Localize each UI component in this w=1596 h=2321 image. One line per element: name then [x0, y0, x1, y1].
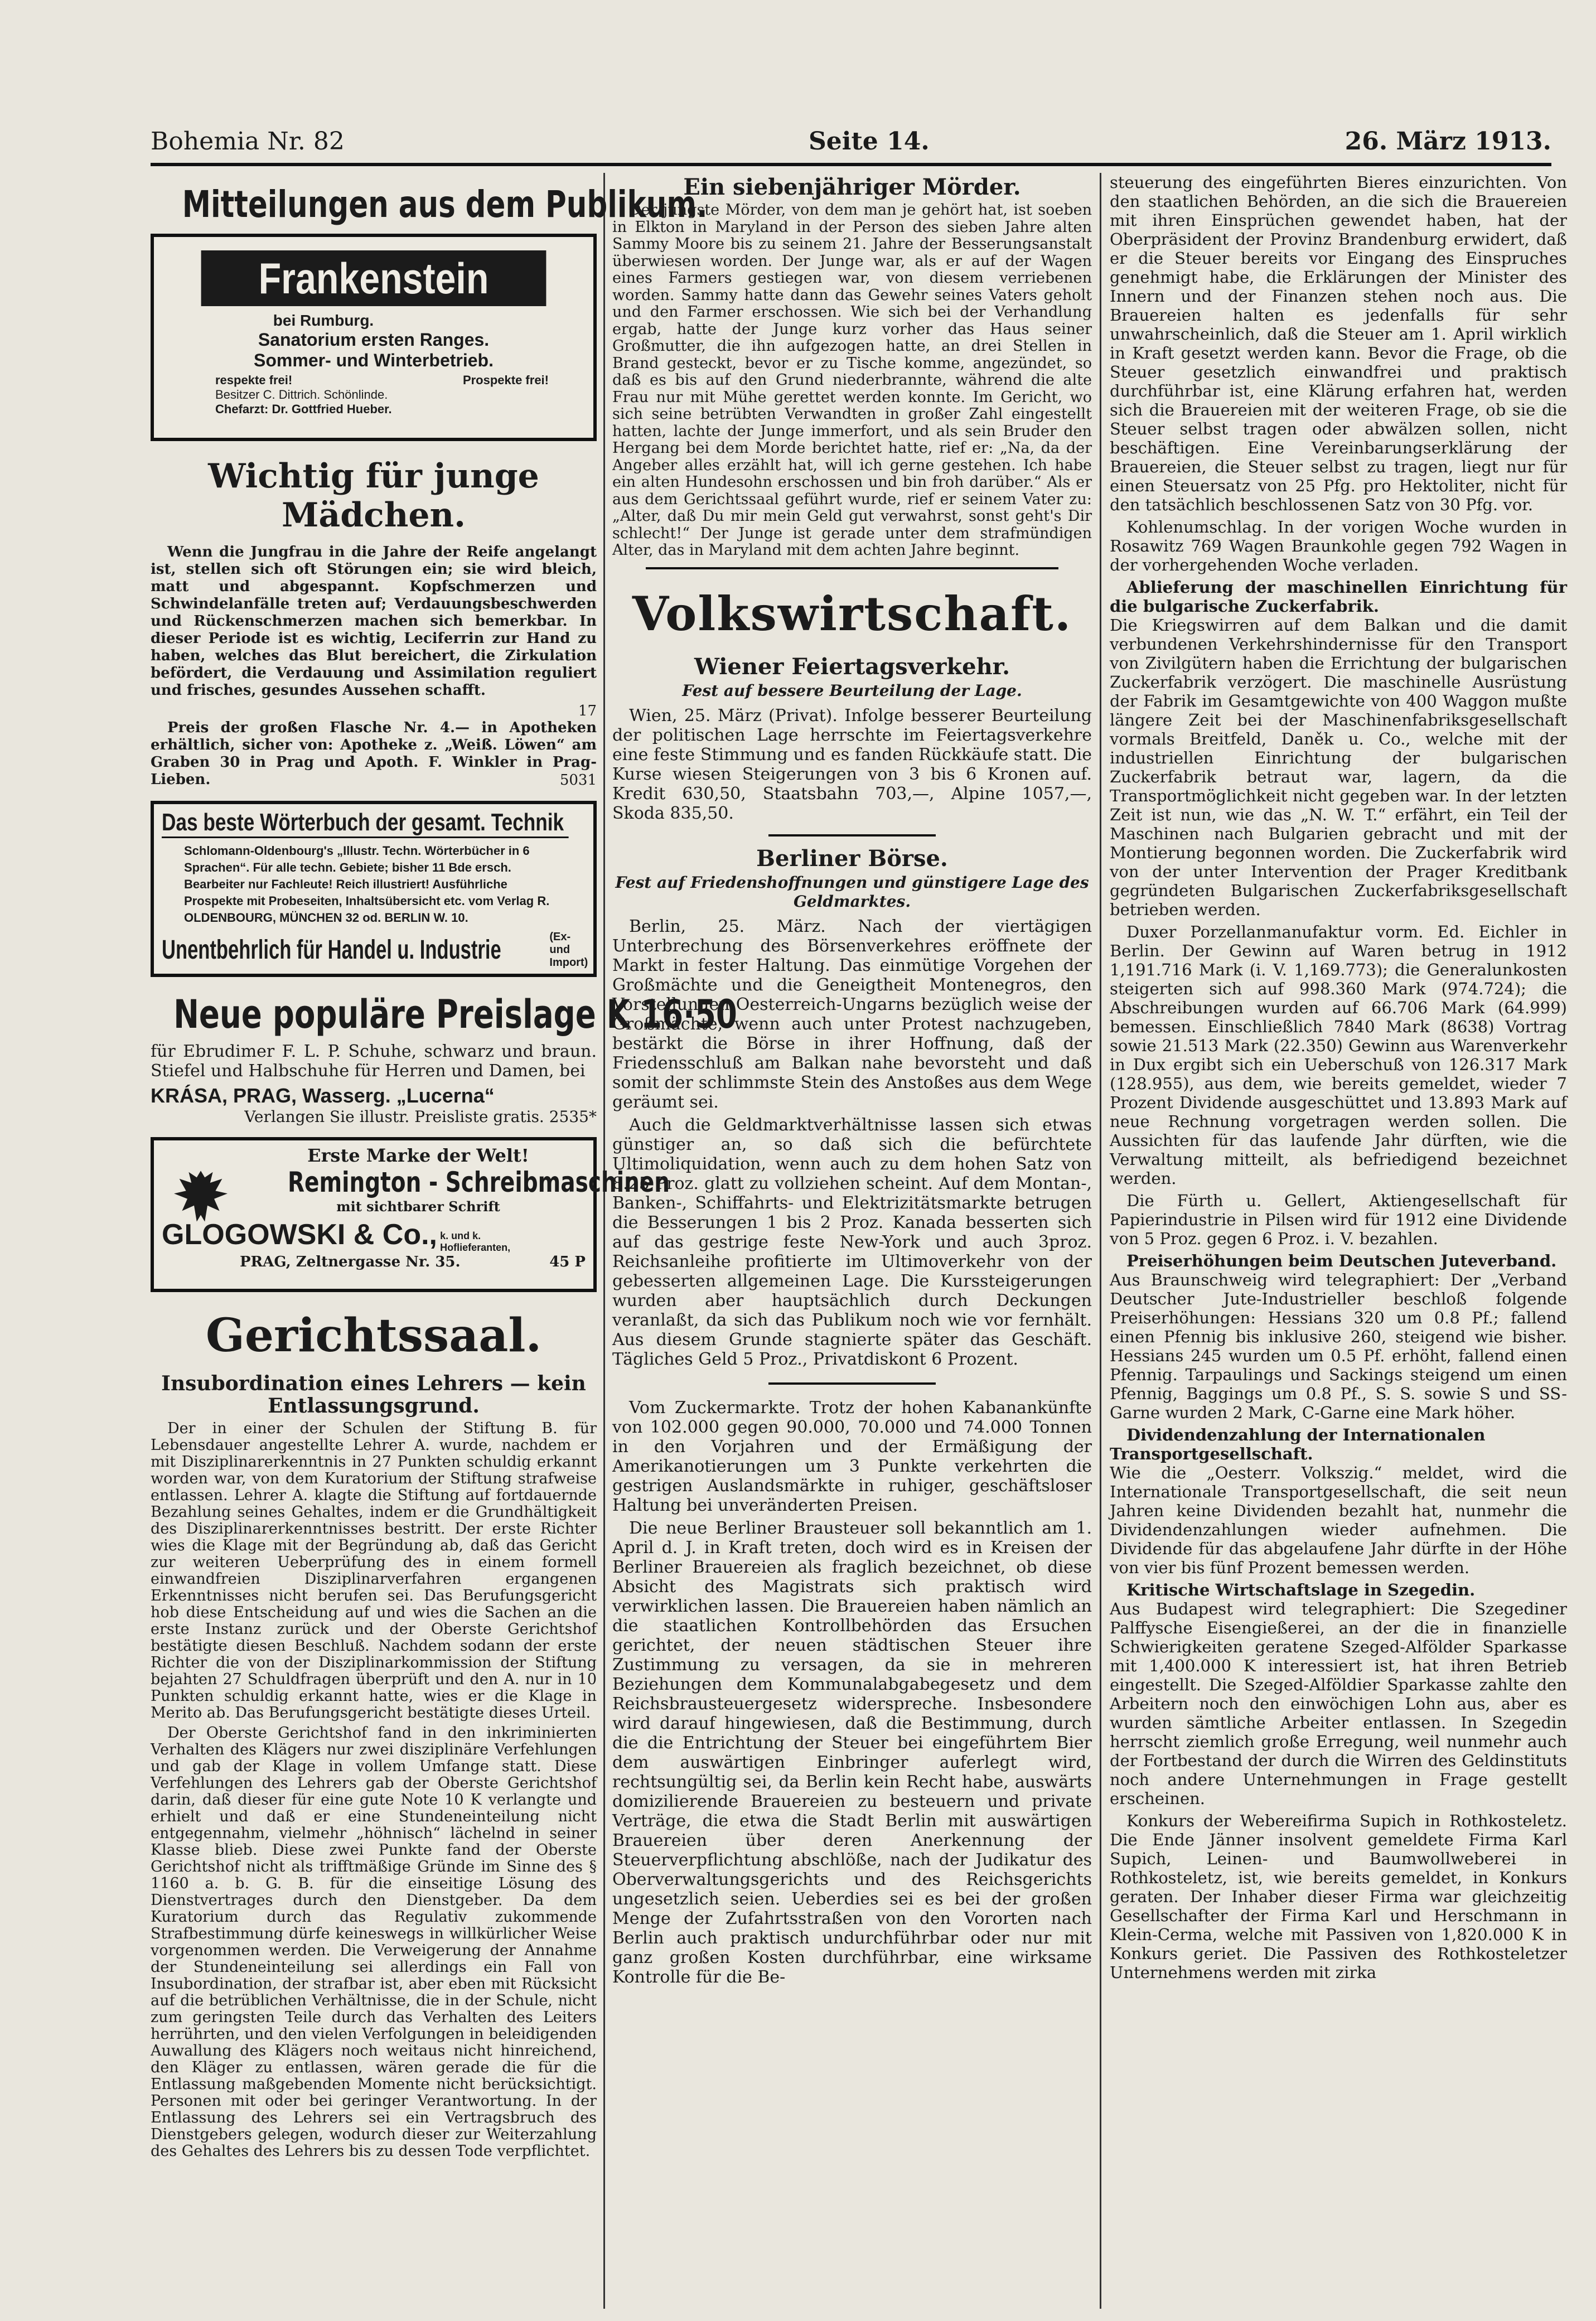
wien-article-title: Wiener Feiertagsverkehr. [694, 653, 1010, 680]
murder-article-title: Ein siebenjähriger Mörder. [683, 174, 1021, 200]
column-divider-1 [603, 173, 605, 2309]
ad-maedchen-price: Preis der großen Flasche Nr. 4.— in Apotheken erhältlich, sicher von: Apotheke z. „Weiß. Löwen“ am Graben 30 in Prag und Apoth. F. Winkler in Prag-Lieben. [151, 719, 597, 788]
ad-woerterbuch-footer: Unentbehrlich für Handel u. Industrie [162, 935, 501, 965]
column-1 [151, 173, 737, 2309]
berlin-article-title: Berliner Börse. [756, 845, 948, 872]
ad-maedchen-title: Wichtig für junge Mädchen. [208, 457, 539, 535]
column-2 [612, 173, 1092, 2309]
preis-article-text: Aus Braunschweig wird telegraphiert: Der „Verband Deutscher Jute-Industrieller beschloß folgende Preiserhöhungen: Hessians 320 um 0.8 Pf.; fallend einen Pfennig bis inklusive 260, steigend wie bisher. Hessians 245 wurden um 0.5 Pf. erhöht, fallend einen Pfennig. Tarpaulings und Sackings steigend um einen Pfennig, Baggings um 0.8 Pf., S. S. sowie S und SS-Garne wurden 2 Mark, C-Garne eine Mark höher. [1110, 1270, 1567, 1422]
ad-frankenstein-doctor: Chefarzt: Dr. Gottfried Hueber. [215, 402, 392, 416]
separator-rule [768, 834, 936, 836]
separator-rule [646, 567, 1058, 569]
header-page-number: Seite 14. [809, 127, 930, 156]
column-3 [1110, 173, 1567, 2309]
ad-frankenstein-line2: Sommer- und Winterbetrieb. [254, 350, 494, 370]
ad-frankenstein-line1: Sanatorium ersten Ranges. [258, 330, 490, 350]
ad-frankenstein-right-note: Prospekte frei! [462, 373, 549, 387]
wien-article-text: Wien, 25. März (Privat). Infolge besserer Beurteilung der politischen Lage herrschte im Feiertagsverkehre eine feste Stimmung und es fanden Rückkäufe statt. Die Kurse wiesen Steigerungen von 3 bis 6 Kronen auf. Kredit 630,50, Staatsbahn 703,—, Alpine 1057,—, Skoda 835,50. [612, 705, 1092, 823]
page-header [151, 127, 1551, 161]
zucker-article-text: Vom Zuckermarkte. Trotz der hohen Kabanankünfte von 102.000 gegen 90.000, 70.000 und 74.000 Tonnen in den Vorjahren und der Ermäßigung der Amerikanotierungen um 3 Punkte verkehrten die gestrigen Auslandsmärkte in ruhiger, geschäftsloser Haltung bei unveränderten Preisen. [612, 1398, 1092, 1515]
court-article-text-2: Der Oberste Gerichtshof fand in den inkriminierten Verhalten des Klägers nur zwei disziplinäre Verfehlungen und gab der Klage in vollem Umfange statt. Diese Verfehlungen des Lehrers gab der Oberste Gerichtshof darin, daß dieser für eine gute Note 10 K verlangte und erhielt und daß er eine Stundeneinteilung nicht entgegennahm, vielmehr „höhnisch“ lächelnd in seiner Klasse blieb. Diese zwei Punkte fand der Oberste Gerichtshof nicht als trifftmäßige Gründe im Sinne des § 1160 a. b. G. B. für die einseitige Lösung des Dienstvertrages durch den Dienstgeber. Da dem Kuratorium durch das Regulativ zukommende Strafbestimmung dürfe keineswegs in willkürlicher Weise vorgenommen werden. Die Verweigerung der Annahme der Stundeneinteilung sei allerdings ein Fall von Insubordination, der strafbar ist, aber eben mit Rücksicht auf die betrüblichen Verhältnisse, die in der Schule, nicht zum geringsten Teile durch das Verhalten des Leiters herrührten, und den vielen Verfolgungen in beleidigenden Auwallung des Klägers noch weitaus nicht hinreichend, den Kläger zu entlassen, wären gerade die für die Entlassung maßgebenden Momente nicht berücksichtigt. Personen mit oder bei geringer Verantwortung. In der Entlassung des Lehrers sei ein Vertragsbruch des Dienstgebers gelegen, wodurch dieser zur Weiterzahlung des Gehaltes des Lehrers bis zu dessen Tode verpflichtet. [151, 1724, 597, 2160]
court-article-text: Der in einer der Schulen der Stiftung B. für Lebensdauer angestellte Lehrer A. wurde, nachdem er mit Disziplinarerkenntnis in 27 Punkten schuldig erkannt worden war, von dem Kuratorium der Stiftung strafweise entlassen. Lehrer A. klagte die Stiftung auf fortdauernde Bezahlung seines Gehaltes, indem er die Grundhältigkeit des Disziplinarerkenntnisses bestritt. Der erste Richter wies die Klage mit der Begründung ab, daß das Gericht zur weiteren Ueberprüfung des in einem formell einwandfreien Disziplinarverfahren ergangenen Erkenntnisses nicht berufen sei. Das Berufungsgericht hob diese Entscheidung auf und wies die Sachen an die erste Instanz zurück und der Oberste Gerichtshof bestätigte diesen Beschluß. Nachdem sodann der erste Richter die von der Disziplinarkommission der Stiftung bejahten 27 Schuldfragen überprüft und den A. nur in 10 Punkten schuldig erkannt hatte, wies er die Klage in Merito ab. Das Berufungsgericht bestätigte dieses Urteil. [151, 1420, 597, 1722]
duxer-article-text: Duxer Porzellanmanufaktur vorm. Ed. Eichler in Berlin. Der Gewinn auf Waren betrug in 1912 1,191.716 Mark (i. V. 1,169.773); die Generalunkosten steigerten sich auf 998.360 Mark (974.724); die Abschreibungen wurden auf 66.706 Mark (64.999) bemessen. Einschließlich 7840 Mark (8638) Vortrag sowie 21.513 Mark (22.350) Gewinn aus Warenverkehr in Dux ergibt sich ein Ueberschuß von 126.317 Mark (128.955), aus dem, wie bereits gemeldet, wieder 7 Prozent Dividende ausgeschüttet und 13.893 Mark auf neue Rechnung vorgetragen werden sollen. Die Aussichten für das laufende Jahr dürften, wie die Verwaltung mitteilt, als befriedigend bezeichnet werden. [1110, 922, 1567, 1188]
ad-frankenstein [151, 234, 597, 441]
ad-remington-product: Remington - Schreibmaschinen [288, 1166, 670, 1198]
bier-article-continued: steuerung des eingeführten Bieres einzurichten. Von den staatlichen Behörden, an die sich die Brauereien mit ihren Einsprüchen gewendet haben, hat der Oberpräsident der Provinz Brandenburg erwidert, daß er die Steuer bereits vor Eingang des Einspruches genehmigt habe, die Erklärungen der Minister des Innern und der Finanzen stehen noch aus. Die Brauereien halten es jedenfalls für sehr unwahrscheinlich, daß die Steuer am 1. April wirklich in Kraft gesetzt werden kann. Bevor die Frage, ob die Steuer gesetzlich einwandfrei und praktisch durchführbar ist, eine Klärung erfahren hat, werden sich die Brauereien mit der weiteren Frage, ob sie die Steuer selbst tragen oder abwälzen sollen, nicht beschäftigen. Eine Vereinbarungserklärung der Brauereien, die Steuer selbst zu tragen, liegt nur für einen Steuersatz von 25 Pfg. pro Hektoliter, nicht für den tatsächlich beschlossenen Satz von 30 Pfg. vor. [1110, 173, 1567, 514]
ad-remington-address: PRAG, Zeltnergasse Nr. 35. [240, 1253, 461, 1270]
wien-article-subtitle: Fest auf bessere Beurteilung der Lage. [682, 681, 1022, 700]
kohle-article-text: Kohlenumschlag. In der vorigen Woche wurden in Rosawitz 769 Wagen Braunkohle gegen 792 Wagen in der vorhergehenden Woche verladen. [1110, 518, 1567, 574]
szeg-article-text: Aus Budapest wird telegraphiert: Die Szegediner Palffysche Eisengießerei, an der die in finanzielle Schwierigkeiten geratene Szeged-Alfölder Sparkasse mit 1,400.000 K interessiert ist, hat ihren Betrieb eingestellt. Die Szeged-Alföldier Sparkasse zahlte den Arbeitern noch den einwöchigen Lohn aus, aber es wurden sämtliche Arbeiter entlassen. In Szegedin herrscht ziemlich große Erregung, weil nunmehr auch der Fortbestand der durch die Wirren des Geldinstituts noch andere Unternehmungen in Frage gestellt erscheinen. [1110, 1599, 1567, 1808]
ad-frankenstein-name: Frankenstein [201, 250, 546, 306]
ablief-article-title: Ablieferung der maschinellen Einrichtung für die bulgarische Zuckerfabrik. [1110, 578, 1567, 616]
ad-frankenstein-place: bei Rumburg. [273, 312, 374, 329]
section-title-court: Gerichtssaal. [205, 1309, 542, 1362]
header-issue: Bohemia Nr. 82 [151, 127, 345, 156]
ad-krasa-firm: KRÁSA, PRAG, Wasserg. „Lucerna“ [151, 1084, 495, 1107]
divid-article-title: Dividendenzahlung der Internationalen Transportgesellschaft. [1110, 1425, 1486, 1463]
berlin-article-text-2: Auch die Geldmarktverhältnisse lassen sich etwas günstiger an, so daß sich die befürchtete Ultimoliquidation, wenn auch zu dem hohen Satz von 8.25 Proz. glatt zu vollziehen scheint. Auf dem Montan-, Banken-, Schiffahrts- und Elektrizitätsmarkte betrugen die Besserungen 1 bis 2 Proz. Kanada besserten sich auf das gestrige feste New-York und auch 3proz. Reichsanleihe profitierte im Ultimoverkehr von der gebesserten allgemeinen Lage. Die Kurssteigerungen wurden aber hauptsächlich durch Deckungen veranlaßt, da sich das Publikum noch wie vor fernhält. Aus diesem Grunde stagnierte später das Geschäft. Tägliches Geld 5 Proz., Privatdiskont 6 Prozent. [612, 1115, 1092, 1369]
murder-article-text: Der jüngste Mörder, von dem man je gehört hat, ist soeben in Elkton in Maryland in der Person des sieben Jahre alten Sammy Moore bis zu seinem 21. Jahre der Besserungsanstalt überwiesen worden. Der Junge war, als er auf der Wagen eines Farmers gestiegen war, von diesem verriebenen worden. Sammy hatte dann das Gewehr seines Vaters geholt und den Farmer erschossen. Wie sich bei der Verhandlung ergab, hatte der Junge kurz vorher das Haus seiner Großmutter, die ihn aufgezogen hatte, an drei Stellen in Brand gesteckt, bevor er zu Tische komme, angezündet, so daß es bis auf den Grund niederbrannte, während die alte Frau nur mit Mühe gerettet werden konnte. Im Gericht, wo sich seine betrübten Verwandten in großer Zahl eingestellt hatten, lachte der Junge immerfort, und als sein Bruder den Hergang bei dem Morde berichtet hatte, rief er: „Na, da der Angeber alles erzählt hat, will ich gerne gestehen. Ich habe ein alten Hundesohn erschossen und bin froh darüber.“ Als er aus dem Gerichtssaal geführt wurde, rief er seinem Vater zu: „Alter, daß Du mir mein Geld gut verwahrst, sonst geht's Dir schlecht!“ Der Junge ist gerade unter dem strafmündigen Alter, das in Maryland mit dem achten Jahre beginnt. [612, 201, 1092, 559]
fuerth-article-text: Die Fürth u. Gellert, Aktiengesellschaft für Papierindustrie in Pilsen wird für 1912 eine Dividende von 5 Proz. gegen 6 Proz. i. V. bezahlen. [1110, 1191, 1567, 1248]
ad-remington-firm-note: k. und k. Hoflieferanten, [440, 1230, 511, 1253]
ad-maedchen-text: Wenn die Jungfrau in die Jahre der Reife angelangt ist, stellen sich oft Störungen ein; sie wird bleich, matt und abgespannt. Kopfschmerzen und Schwindelanfälle treten auf; Verdauungsbeschwerden und Rückenschmerzen machen sich bemerkbar. In dieser Periode ist es wichtig, Leciferrin zur Hand zu haben, welches das Blut bereichert, die Zirkulation befördert, die Verdauung und Assimilation reguliert und frisches, gesundes Aussehen schafft. [151, 544, 597, 699]
ad-woerterbuch-text: Schlomann-Oldenbourg's „Illustr. Techn. Wörterbücher in 6 Sprachen“. Für alle techn. Gebiete; bisher 11 Bde ersch. Bearbeiter nur Fachleute! Reich illustriert! Ausführliche Prospekte mit Probeseiten, Inhaltsübersicht etc. vom Verlag R. OLDENBOURG, MÜNCHEN 32 od. BERLIN W. 10. [184, 844, 550, 925]
double-eagle-icon [167, 1163, 234, 1230]
ad-woerterbuch [151, 801, 597, 977]
berlin-article-text: Berlin, 25. März. Nach der viertägigen Unterbrechung des Börsenverkehres eröffnete der Markt in fester Haltung. Das einmütige Vorgehen der Großmächte und die Geneigtheit Montenegros, den Vorstellungen Oesterreich-Ungarns bezüglich weise der Großmächte, wenn auch unter Protest nachzugeben, bestärkt die Börse in ihrer Hoffnung, daß der Friedensschluß am Balkan nahe bevorsteht und daß somit der schlimmste Stein des Anstoßes aus dem Wege geräumt sei. [612, 916, 1092, 1112]
ad-frankenstein-owner: Besitzer C. Dittrich. Schönlinde. [215, 388, 388, 402]
ad-remington-tagline: Erste Marke der Welt! [307, 1145, 529, 1166]
header-date: 26. März 1913. [1344, 127, 1551, 156]
ad-krasa-text: für Ebrudimer F. L. P. Schuhe, schwarz und braun. Stiefel und Halbschuhe für Herren und Damen, bei [151, 1042, 597, 1081]
ablief-article-text: Die Kriegswirren auf dem Balkan und die damit verbundenen Verkehrshindernisse für den Transport von Zivilgütern haben die Errichtung der bulgarischen Zuckerfabrik verzögert. Die maschinelle Ausrüstung der Fabrik im Gesamtgewichte von 400 Waggon mußte längere Zeit bei der Maschinenfabriksgesellschaft vormals Breitfeld, Daněk u. Co., welche mit der industriellen Einrichtung der bulgarischen Zuckerfabrik betraut war, lagern, da die Transportmöglichkeit nicht gegeben war. In der letzten Zeit ist nun, wie das „N. W. T.“ erfährt, ein Teil der Maschinen nach Bulgarien gebracht und mit der Montierung begonnen worden. Die Zuckerfabrik wird von der unter Intervention der Prager Kreditbank gegründeten Bulgarischen Zuckerfabriksgesellschaft betrieben werden. [1110, 616, 1567, 919]
section-title-economy: Volkswirtschaft. [632, 586, 1072, 641]
court-article-title: Insubordination eines Lehrers — kein Entlassungsgrund. [161, 1372, 586, 1418]
column-divider-2 [1100, 173, 1101, 2309]
konk-article-text: Konkurs der Webereifirma Supich in Rothkosteletz. Die Ende Jänner insolvent gemeldete Firma Karl Supich, Leinen- und Baumwollweberei in Rothkosteletz, ist, wie bereits gemeldet, in Konkurs geraten. Der Inhaber dieser Firma war gleichzeitig Gesellschafter der Firma Karl und Herschmann in Klein-Cerma, welche mit Passiven von 1,820.000 K in Konkurs geriet. Die Passiven des Rothkosteletzer Unternehmens werden mit zirka [1110, 1811, 1567, 1982]
ad-krasa-title: Neue populäre Preislage K 16·50 [173, 992, 737, 1037]
berlin-article-subtitle: Fest auf Friedenshoffnungen und günstigere Lage des Geldmarktes. [615, 873, 1089, 911]
divid-article-text: Wie die „Oesterr. Volkszig.“ meldet, wird die Internationale Transportgesellschaft, die seit neun Jahren keine Dividenden bezahlt hat, nunmehr die Dividendenzahlungen wieder aufnehmen. Die Dividende für das abgelaufene Jahr dürfte in der Höhe von vier bis fünf Prozent bemessen werden. [1110, 1463, 1567, 1577]
ad-remington-firm: GLOGOWSKI & Co., [162, 1218, 437, 1251]
ad-woerterbuch-title: Das beste Wörterbuch der gesamt. Technik [162, 809, 569, 838]
ad-frankenstein-left-note: respekte frei! [215, 373, 293, 387]
section-title-public: Mitteilungen aus dem Publikum. [182, 183, 708, 226]
ad-remington-number: 45 P [549, 1253, 586, 1270]
szeg-article-title: Kritische Wirtschaftslage in Szegedin. [1126, 1580, 1476, 1599]
bier-article-text: Die neue Berliner Brausteuer soll bekanntlich am 1. April d. J. in Kraft treten, doch wird es in Kreisen der Berliner Brauereien als fraglich bezeichnet, ob diese Absicht des Magistrats sich praktisch wird verwirklichen lassen. Die Brauereien haben nämlich an die staatlichen Kontrollbehörden das Ersuchen gerichtet, der neuen städtischen Steuer ihre Zustimmung zu versagen, da sie in mehreren Beziehungen dem Kommunalabgabegesetz und dem Reichsbrausteuergesetz widerspreche. Insbesondere wird darauf hingewiesen, daß die Bestimmung, durch die die Entrichtung der Steuer bei eingeführtem Bier dem auswärtigen Einbringer auferlegt wird, rechtsungültig sei, da Berlin kein Recht habe, auswärts domizilierende Brauereien zu besteuern und private Verträge, die etwa die Stadt Berlin mit auswärtigen Brauereien über deren Anerkennung der Steuerverpflichtung abschlöße, nach der Judikatur des Oberverwaltungsgerichts und des Reichsgerichts ungesetzlich seien. Ueberdies sei es bei der großen Menge der Zufahrtsstraßen von den Vororten nach Berlin auch praktisch undurchführbar oder nur mit ganz großen Kosten durchführbar, eine wirksame Kontrolle für die Be- [612, 1518, 1092, 1987]
ad-krasa-catalog: Verlangen Sie illustr. Preisliste gratis. 2535* [244, 1108, 597, 1126]
ad-maedchen-number-2: 5031 [559, 772, 597, 789]
header-rule [151, 163, 1551, 166]
ad-maedchen-number-1: 17 [578, 703, 597, 719]
ad-remington-sub: mit sichtbarer Schrift [336, 1198, 500, 1215]
ad-remington [151, 1137, 670, 1292]
separator-rule [768, 1382, 936, 1385]
preis-article-title: Preiserhöhungen beim Deutschen Juteverband. [1126, 1251, 1557, 1270]
ad-woerterbuch-note: (Ex- und Import) [549, 931, 588, 969]
